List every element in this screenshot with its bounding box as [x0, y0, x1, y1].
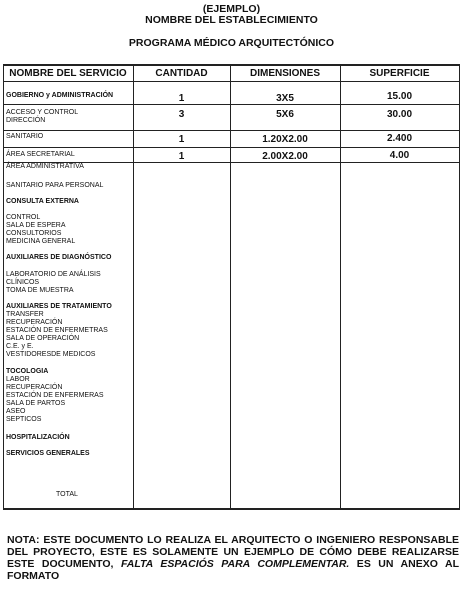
- quantity-value: 1: [178, 93, 185, 104]
- area-value: 15.00: [386, 91, 413, 102]
- note-text: NOTA: ESTE DOCUMENTO LO REALIZA EL ARQUITECTO O INGENIERO RESPONSABLE DEL PROYECTO, ESTE ES SOLAMENTE UN EJEMPLO DE CÓMO DEBE REALIZARSE ESTE DOCUMENTO,: [7, 534, 459, 570]
- list-item: ASEO: [6, 408, 26, 415]
- col-header-dimensions: DIMENSIONES: [249, 68, 320, 79]
- dimensions-value: 2.00X2.00: [262, 151, 308, 162]
- service-name: DIRECCIÓN: [6, 117, 46, 124]
- service-name: SANITARIO: [6, 133, 44, 140]
- list-item: MEDICINA GENERAL: [6, 238, 76, 245]
- list-item: C.E. y E.: [6, 343, 34, 350]
- list-item: SANITARIO PARA PERSONAL: [6, 182, 104, 189]
- service-name: GOBIERNO y ADMINISTRACIÓN: [6, 92, 114, 99]
- program-title: PROGRAMA MÉDICO ARQUITECTÓNICO: [128, 37, 335, 49]
- col-header-quantity: CANTIDAD: [155, 68, 208, 79]
- section-heading: SERVICIOS GENERALES: [6, 450, 90, 457]
- dimensions-value: 5X6: [276, 109, 294, 120]
- area-value: 2.400: [386, 133, 413, 144]
- list-item: VESTIDORESDE MEDICOS: [6, 351, 96, 358]
- section-heading: AUXILIARES DE DIAGNÓSTICO: [6, 254, 112, 261]
- area-value: 30.00: [386, 109, 413, 120]
- list-item: SALA DE OPERACIÓN: [6, 335, 80, 342]
- list-item: SEPTICOS: [6, 416, 42, 423]
- col-header-service: NOMBRE DEL SERVICIO: [9, 68, 127, 79]
- list-item: ESTACIÓN DE ENFERMETRAS: [6, 327, 108, 334]
- dimensions-value: 1.20X2.00: [262, 134, 308, 145]
- note-italic-text: FALTA ESPACIÓS PARA COMPLEMENTAR.: [120, 558, 350, 570]
- quantity-value: 3: [178, 109, 185, 120]
- section-heading: TOCOLOGIA: [6, 368, 49, 375]
- list-item: CLÍNICOS: [6, 279, 40, 286]
- list-item: CONTROL: [6, 214, 41, 221]
- note-text-end: ES UN ANEXO AL FORMATO: [7, 558, 459, 582]
- section-heading: CONSULTA EXTERNA: [6, 198, 79, 205]
- section-heading: HOSPITALIZACIÓN: [6, 434, 70, 441]
- list-item: RECUPERACIÓN: [6, 319, 63, 326]
- list-item: LABOR: [6, 376, 30, 383]
- list-item: RECUPERACIÓN: [6, 384, 63, 391]
- footnote: [7, 534, 459, 582]
- service-name: ÁREA SECRETARIAL: [6, 151, 75, 158]
- example-label: (EJEMPLO): [202, 3, 261, 15]
- list-item: TRANSFER: [6, 311, 44, 318]
- list-item: CONSULTORIOS: [6, 230, 62, 237]
- total-label: TOTAL: [56, 491, 78, 498]
- col-header-area: SUPERFICIE: [369, 68, 430, 79]
- dimensions-value: 3X5: [276, 93, 294, 104]
- service-name: ÁREA ADMINISTRATIVA: [6, 163, 84, 170]
- area-value: 4.00: [389, 150, 410, 161]
- list-item: SALA DE PARTOS: [6, 400, 66, 407]
- quantity-value: 1: [178, 151, 185, 162]
- list-item: SALA DE ESPERA: [6, 222, 66, 229]
- quantity-value: 1: [178, 134, 185, 145]
- section-heading: AUXILIARES DE TRATAMIENTO: [6, 303, 112, 310]
- service-name: ACCESO Y CONTROL: [6, 109, 79, 116]
- list-item: LABORATORIO DE ANÁLISIS: [6, 271, 101, 278]
- list-item: ESTACIÓN DE ENFERMERAS: [6, 392, 104, 399]
- list-item: TOMA DE MUESTRA: [6, 287, 74, 294]
- establishment-name: NOMBRE DEL ESTABLECIMIENTO: [145, 14, 318, 26]
